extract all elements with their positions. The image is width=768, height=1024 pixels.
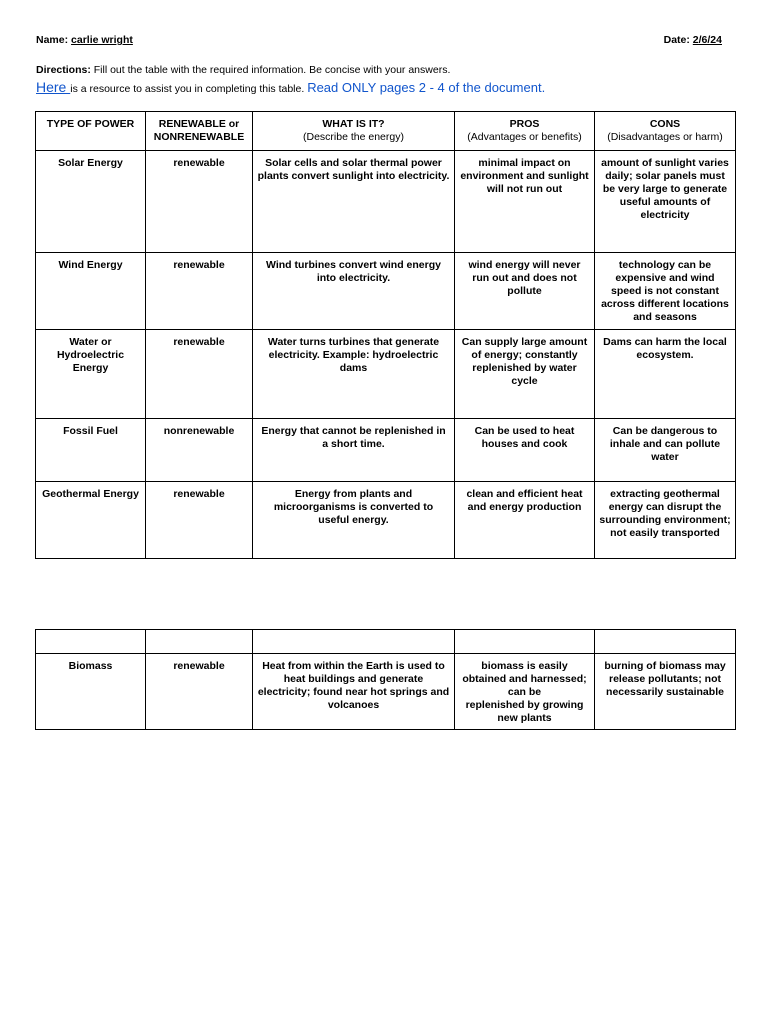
here-link[interactable]: Here	[36, 79, 71, 95]
header-cons: CONS (Disadvantages or harm)	[595, 112, 736, 151]
cell-renewable: renewable	[146, 253, 253, 330]
name-label: Name:	[36, 34, 69, 46]
cell-cons: extracting geothermal energy can disrupt the surrounding environment; not easily transported	[595, 482, 736, 559]
cell-what	[253, 630, 455, 654]
table-row	[36, 630, 736, 654]
name-value: carlie wright	[71, 34, 133, 46]
directions-text: Fill out the table with the required information. Be concise with your answers.	[93, 64, 451, 76]
cell-cons: Can be dangerous to inhale and can pollute water	[595, 419, 736, 482]
cell-type: Water or Hydroelectric Energy	[36, 330, 146, 419]
cell-pros: Can supply large amount of energy; constantly replenished by water cycle	[455, 330, 595, 419]
table-row	[36, 151, 736, 253]
cell-renewable: renewable	[146, 151, 253, 253]
resource-line	[36, 79, 756, 97]
table-row	[36, 654, 736, 730]
cell-cons: burning of biomass may release pollutants; not necessarily sustainable	[595, 654, 736, 730]
cell-what: Energy that cannot be replenished in a short time.	[253, 419, 455, 482]
table-row	[36, 419, 736, 482]
cell-renewable: renewable	[146, 654, 253, 730]
resource-text: is a resource to assist you in completing this table.	[70, 83, 305, 95]
cell-pros: clean and efficient heat and energy production	[455, 482, 595, 559]
cell-cons	[595, 630, 736, 654]
cell-type: Solar Energy	[36, 151, 146, 253]
cell-what: Solar cells and solar thermal power plants convert sunlight into electricity.	[253, 151, 455, 253]
date-label: Date:	[663, 34, 690, 46]
energy-table	[35, 111, 736, 559]
cell-renewable	[146, 630, 253, 654]
cell-renewable: renewable	[146, 482, 253, 559]
table-row	[36, 330, 736, 419]
cell-type: Geothermal Energy	[36, 482, 146, 559]
cell-pros: biomass is easily obtained and harnessed; can be replenished by growing new plants	[455, 654, 595, 730]
cell-pros	[455, 630, 595, 654]
cell-pros: wind energy will never run out and does not pollute	[455, 253, 595, 330]
cell-renewable: renewable	[146, 330, 253, 419]
table-row	[36, 482, 736, 559]
cell-type: Fossil Fuel	[36, 419, 146, 482]
cell-renewable: nonrenewable	[146, 419, 253, 482]
cell-type	[36, 630, 146, 654]
cell-cons: amount of sunlight varies daily; solar panels must be very large to generate useful amounts of electricity	[595, 151, 736, 253]
name-field	[36, 34, 133, 46]
cell-pros: Can be used to heat houses and cook	[455, 419, 595, 482]
cell-type: Wind Energy	[36, 253, 146, 330]
table-row	[36, 253, 736, 330]
cell-cons: Dams can harm the local ecosystem.	[595, 330, 736, 419]
header-type: TYPE OF POWER	[36, 112, 146, 151]
header-what: WHAT IS IT? (Describe the energy)	[253, 112, 455, 151]
header-renewable: RENEWABLE or NONRENEWABLE	[146, 112, 253, 151]
header-row	[36, 34, 722, 46]
directions-label: Directions:	[36, 64, 91, 76]
read-only-note: Read ONLY pages 2 - 4 of the document.	[307, 80, 546, 95]
date-field	[664, 34, 722, 46]
cell-what: Heat from within the Earth is used to heat buildings and generate electricity; found near hot springs and volcanoes	[253, 654, 455, 730]
cell-what: Wind turbines convert wind energy into electricity.	[253, 253, 455, 330]
header-pros: PROS (Advantages or benefits)	[455, 112, 595, 151]
cell-what: Energy from plants and microorganisms is converted to useful energy.	[253, 482, 455, 559]
table-header-row	[36, 112, 736, 151]
cell-pros: minimal impact on environment and sunlight will not run out	[455, 151, 595, 253]
energy-table-continued	[35, 629, 736, 730]
date-value: 2/6/24	[692, 34, 722, 46]
directions	[36, 64, 736, 77]
cell-type: Biomass	[36, 654, 146, 730]
cell-cons: technology can be expensive and wind speed is not constant across different locations and seasons	[595, 253, 736, 330]
cell-what: Water turns turbines that generate electricity. Example: hydroelectric dams	[253, 330, 455, 419]
